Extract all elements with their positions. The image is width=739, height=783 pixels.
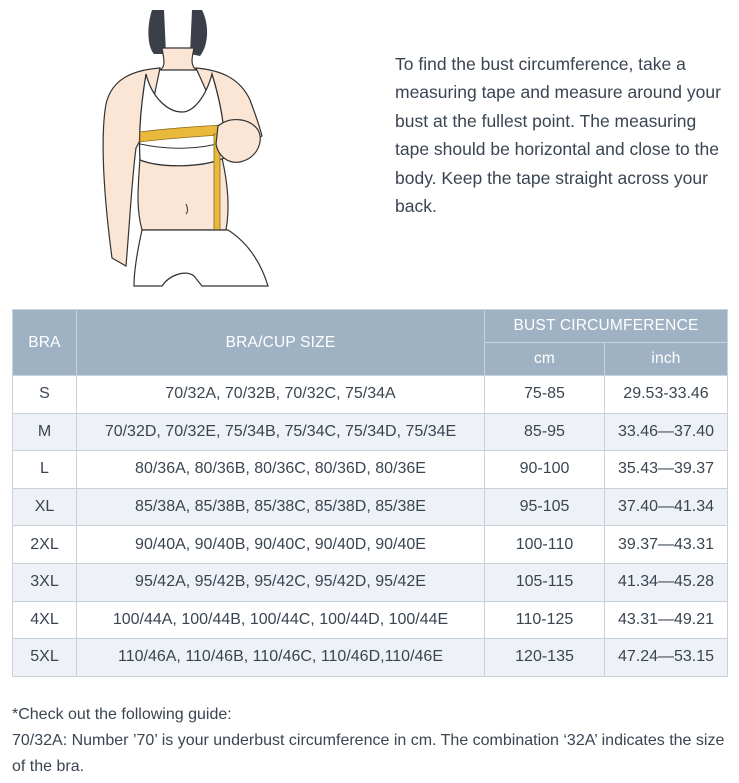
bra-size-table <box>12 309 728 677</box>
woman-measuring-icon <box>90 8 280 288</box>
measuring-instructions: To find the bust circumference, take a measuring tape and measure around your bust at the fullest point. The measuring tape should be horizontal and close to the body. Keep the tape straight across your back. <box>395 54 721 217</box>
header-bust-circumference: BUST CIRCUMFERENCE <box>485 310 728 343</box>
cell-cups: 80/36A, 80/36B, 80/36C, 80/36D, 80/36E <box>77 451 485 489</box>
cell-bra: 5XL <box>13 639 77 677</box>
table-row <box>13 563 728 601</box>
cell-cm: 90-100 <box>485 451 605 489</box>
footnote-line-1: *Check out the following guide: <box>12 706 232 723</box>
cell-inch: 35.43—39.37 <box>605 451 728 489</box>
cell-cm: 100-110 <box>485 526 605 564</box>
cell-inch: 47.24—53.15 <box>605 639 728 677</box>
cell-bra: 2XL <box>13 526 77 564</box>
table-row <box>13 451 728 489</box>
cell-inch: 43.31—49.21 <box>605 601 728 639</box>
cell-cups: 70/32D, 70/32E, 75/34B, 75/34C, 75/34D, 75/34E <box>77 413 485 451</box>
cell-cm: 110-125 <box>485 601 605 639</box>
header-cup-size: BRA/CUP SIZE <box>77 310 485 376</box>
cell-cm: 85-95 <box>485 413 605 451</box>
cell-inch: 39.37—43.31 <box>605 526 728 564</box>
table-row <box>13 376 728 414</box>
cell-cups: 70/32A, 70/32B, 70/32C, 75/34A <box>77 376 485 414</box>
cell-inch: 37.40—41.34 <box>605 488 728 526</box>
table-row <box>13 413 728 451</box>
table-row <box>13 601 728 639</box>
bust-measuring-illustration <box>90 8 280 288</box>
cell-cm: 75-85 <box>485 376 605 414</box>
cell-inch: 33.46—37.40 <box>605 413 728 451</box>
cell-cm: 120-135 <box>485 639 605 677</box>
cell-cups: 100/44A, 100/44B, 100/44C, 100/44D, 100/44E <box>77 601 485 639</box>
cell-bra: 3XL <box>13 563 77 601</box>
cell-cups: 95/42A, 95/42B, 95/42C, 95/42D, 95/42E <box>77 563 485 601</box>
cell-cm: 95-105 <box>485 488 605 526</box>
cell-cups: 110/46A, 110/46B, 110/46C, 110/46D,110/46E <box>77 639 485 677</box>
header-inch: inch <box>605 343 728 376</box>
cell-bra: 4XL <box>13 601 77 639</box>
table-row <box>13 488 728 526</box>
cell-cups: 85/38A, 85/38B, 85/38C, 85/38D, 85/38E <box>77 488 485 526</box>
footnote <box>12 702 732 780</box>
header-cm: cm <box>485 343 605 376</box>
table-header-row <box>13 310 728 343</box>
header-bra: BRA <box>13 310 77 376</box>
cell-cups: 90/40A, 90/40B, 90/40C, 90/40D, 90/40E <box>77 526 485 564</box>
cell-bra: L <box>13 451 77 489</box>
cell-inch: 41.34—45.28 <box>605 563 728 601</box>
cell-bra: S <box>13 376 77 414</box>
footnote-line-2: 70/32A: Number ’70’ is your underbust circumference in cm. The combination ‘32A’ indicates the size of the bra. <box>12 732 725 775</box>
table-row <box>13 639 728 677</box>
table-row <box>13 526 728 564</box>
cell-bra: M <box>13 413 77 451</box>
cell-cm: 105-115 <box>485 563 605 601</box>
cell-inch: 29.53-33.46 <box>605 376 728 414</box>
cell-bra: XL <box>13 488 77 526</box>
